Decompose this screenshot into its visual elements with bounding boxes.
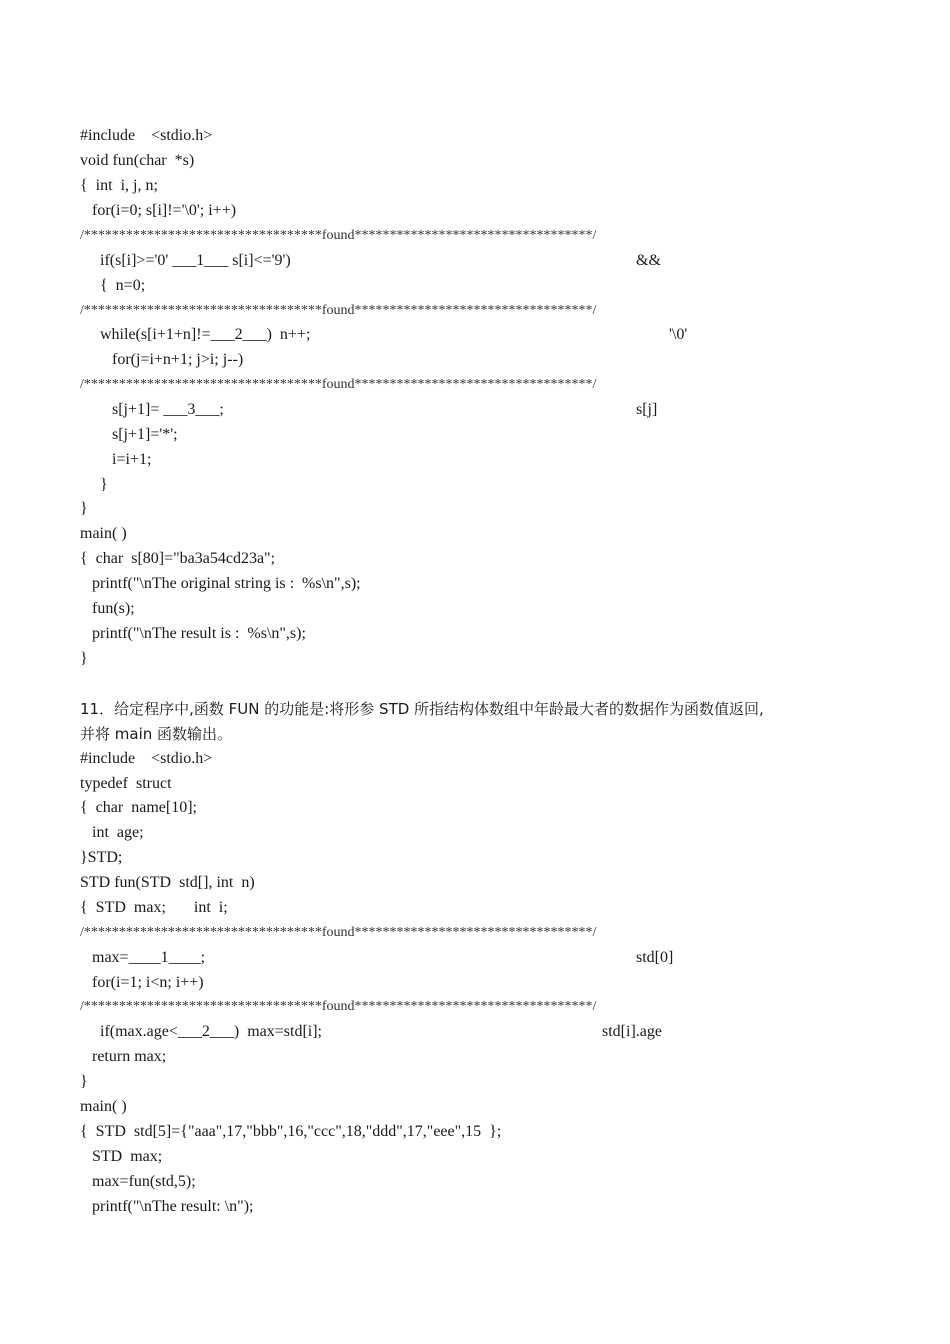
code-line: { STD max; int i; (80, 899, 228, 916)
code-line: int age; (80, 824, 144, 841)
code-line: for(j=i+n+1; j>i; j--) (80, 351, 244, 368)
code-line: printf("\nThe result: \n"); (80, 1198, 254, 1215)
code-line: s[j+1]='*'; (80, 426, 178, 443)
code-line: if(s[i]>='0' ___1___ s[i]<='9') (80, 252, 291, 269)
code-line: max=____1____; (80, 949, 206, 966)
code-line: main( ) (80, 1098, 127, 1115)
code-line: max=fun(std,5); (80, 1173, 196, 1190)
code-line: #include <stdio.h> (80, 127, 213, 144)
code-line: i=i+1; (80, 451, 152, 468)
code-line: typedef struct (80, 775, 172, 792)
code-line: #include <stdio.h> (80, 750, 213, 767)
answer-1: std[0] (636, 949, 674, 966)
found-marker-line: /**********************************found**********************************/ (80, 999, 597, 1014)
code-line: { STD std[5]={"aaa",17,"bbb",16,"ccc",18,"ddd",17,"eee",15 }; (80, 1123, 502, 1140)
code-line: printf("\nThe original string is : %s\n",s); (80, 575, 361, 592)
code-line: STD max; (80, 1148, 163, 1165)
code-line: STD fun(STD std[], int n) (80, 874, 255, 891)
code-line: while(s[i+1+n]!=___2___) n++; (80, 326, 311, 343)
code-line: return max; (80, 1048, 167, 1065)
found-marker-line: /**********************************found**********************************/ (80, 228, 597, 243)
found-marker-line: /**********************************found**********************************/ (80, 377, 597, 392)
question-text: 并将 main 函数输出。 (80, 725, 233, 743)
code-line: { char s[80]="ba3a54cd23a"; (80, 550, 276, 567)
code-line: s[j+1]= ___3___; (80, 401, 224, 418)
code-line: printf("\nThe result is : %s\n",s); (80, 625, 306, 642)
code-line: main( ) (80, 525, 127, 542)
answer-2: std[i].age (602, 1023, 662, 1040)
code-line: } (80, 1073, 88, 1090)
code-line: { char name[10]; (80, 799, 197, 816)
code-line: } (80, 476, 108, 493)
code-line: } (80, 500, 88, 517)
code-line: fun(s); (80, 600, 135, 617)
code-line: { n=0; (80, 277, 146, 294)
code-line: } (80, 650, 88, 667)
code-line: for(i=1; i<n; i++) (80, 974, 204, 991)
code-line: { int i, j, n; (80, 177, 158, 194)
question-text: 11．给定程序中,函数 FUN 的功能是:将形参 STD 所指结构体数组中年龄最大者的数据作为函数值返回, (80, 700, 764, 718)
code-line: for(i=0; s[i]!='\0'; i++) (80, 202, 237, 219)
found-marker-line: /**********************************found**********************************/ (80, 303, 597, 318)
code-line: if(max.age<___2___) max=std[i]; (80, 1023, 322, 1040)
found-marker-line: /**********************************found**********************************/ (80, 925, 597, 940)
answer-2: '\0' (669, 326, 688, 343)
code-line: }STD; (80, 849, 123, 866)
answer-1: && (636, 252, 661, 269)
answer-3: s[j] (636, 401, 658, 418)
code-line: void fun(char *s) (80, 152, 195, 169)
